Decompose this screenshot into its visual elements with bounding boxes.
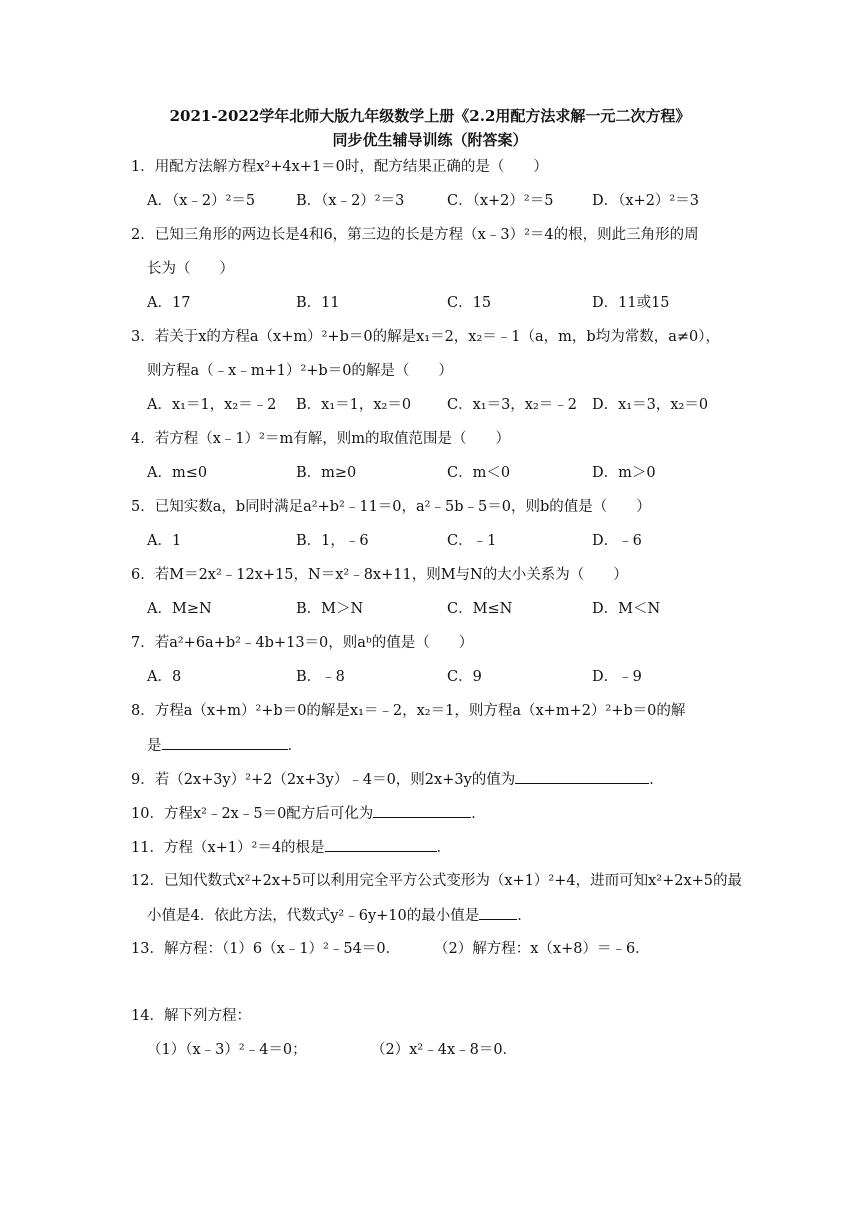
question-5-option-c: C．﹣1 [447,533,497,549]
question-4-option-a: A．m≤0 [147,465,208,481]
question-6-option-a: A．M≥N [147,601,212,617]
question-3-stem-cont: 则方程a（﹣x﹣m+1）²+b＝0的解是（ ） [147,363,453,379]
question-8-stem-cont [147,735,302,756]
question-7-option-a: A．8 [147,669,182,685]
question-12-stem-suffix: ． [517,908,532,924]
question-1-stem: 1．用配方法解方程x²+4x+1＝0时，配方结果正确的是（ ） [131,159,548,175]
question-14-part-2: （2）x²﹣4x﹣8＝0． [371,1042,518,1058]
question-5-option-d: D．﹣6 [592,533,642,549]
question-1-option-c: C．（x+2）²＝5 [447,193,554,209]
question-2-stem: 2．已知三角形的两边长是4和6，第三边的长是方程（x﹣3）²＝4的根，则此三角形的周 [131,227,699,243]
question-3-option-c: C．x₁＝3，x₂＝﹣2 [447,397,578,413]
question-8-stem-prefix: 是 [147,738,162,754]
worksheet-subtitle: 同步优生辅导训练（附答案） [332,131,528,149]
question-12-stem-prefix: 小值是4．依此方法，代数式y²﹣6y+10的最小值是 [147,908,480,924]
question-6-option-c: C．M≤N [447,601,513,617]
question-9-stem [131,769,664,790]
question-3-option-a: A．x₁＝1，x₂＝﹣2 [147,397,277,413]
question-2-option-a: A．17 [147,295,191,311]
question-4-stem: 4．若方程（x﹣1）²＝m有解，则m的取值范围是（ ） [131,431,510,447]
question-2-stem-cont: 长为（ ） [147,261,234,277]
question-1-option-b: B．（x﹣2）²＝3 [296,193,405,209]
question-13-part-1: 13．解方程：（1）6（x﹣1）²﹣54＝0． [131,941,401,957]
question-1-option-d: D．（x+2）²＝3 [592,193,699,209]
question-11-stem-suffix: ． [436,840,452,856]
worksheet-title: 2021-2022学年北师大版九年级数学上册《2.2用配方法求解一元二次方程》 [169,107,691,125]
question-2-option-d: D．11或15 [592,295,670,311]
question-5-option-a: A．1 [147,533,182,549]
question-3-stem: 3．若关于x的方程a（x+m）²+b＝0的解是x₁＝2，x₂＝﹣1（a，m，b均为常数，a≠0）， [131,329,720,345]
question-10-stem [131,803,486,824]
question-10-stem-prefix: 10．方程x²﹣2x﹣5＝0配方后可化为 [131,806,374,822]
question-7-option-d: D．﹣9 [592,669,642,685]
answer-blank-11[interactable] [325,837,437,852]
question-11-stem [131,837,451,858]
question-14-stem: 14．解下列方程： [131,1008,251,1024]
question-4-option-b: B．m≥0 [296,465,357,481]
question-6-option-b: B．M＞N [296,601,364,617]
question-12-stem: 12．已知代数式x²+2x+5可以利用完全平方公式变形为（x+1）²+4，进而可知x²+2x+5的最 [131,873,743,889]
question-9-stem-suffix: ． [649,772,664,788]
question-1-option-a: A．（x﹣2）²＝5 [147,193,256,209]
question-8-stem: 8．方程a（x+m）²+b＝0的解是x₁＝﹣2，x₂＝1，则方程a（x+m+2）²+b＝0的解 [131,703,686,719]
question-12-stem-cont [147,905,532,926]
answer-blank-8[interactable] [162,735,288,750]
question-4-option-d: D．m＞0 [592,465,656,481]
question-7-stem: 7．若a²+6a+b²﹣4b+13＝0，则aᵇ的值是（ ） [131,635,474,651]
question-4-option-c: C．m＜0 [447,465,511,481]
question-5-option-b: B．1，﹣6 [296,533,369,549]
question-13-part-2: （2）解方程：x（x+8）＝﹣6． [434,941,650,957]
question-14-part-1: （1）（x﹣3）²﹣4＝0； [147,1042,307,1058]
answer-blank-9[interactable] [515,769,649,784]
question-8-stem-suffix: ． [287,738,302,754]
question-5-stem: 5．已知实数a，b同时满足a²+b²﹣11＝0，a²﹣5b﹣5＝0，则b的值是（ ） [131,499,651,515]
question-11-stem-prefix: 11．方程（x+1）²＝4的根是 [131,840,325,856]
question-3-option-b: B．x₁＝1，x₂＝0 [296,397,412,413]
question-6-stem: 6．若M＝2x²﹣12x+15，N＝x²﹣8x+11，则M与N的大小关系为（ ） [131,567,628,583]
question-9-stem-prefix: 9．若（2x+3y）²+2（2x+3y）﹣4＝0，则2x+3y的值为 [131,772,516,788]
question-2-option-c: C．15 [447,295,492,311]
question-7-option-c: C．9 [447,669,482,685]
question-10-stem-suffix: ． [471,806,486,822]
answer-blank-10[interactable] [373,803,471,818]
question-3-option-d: D．x₁＝3，x₂＝0 [592,397,709,413]
answer-blank-12[interactable] [479,905,517,920]
question-2-option-b: B．11 [296,295,340,311]
question-7-option-b: B．﹣8 [296,669,345,685]
question-6-option-d: D．M＜N [592,601,661,617]
